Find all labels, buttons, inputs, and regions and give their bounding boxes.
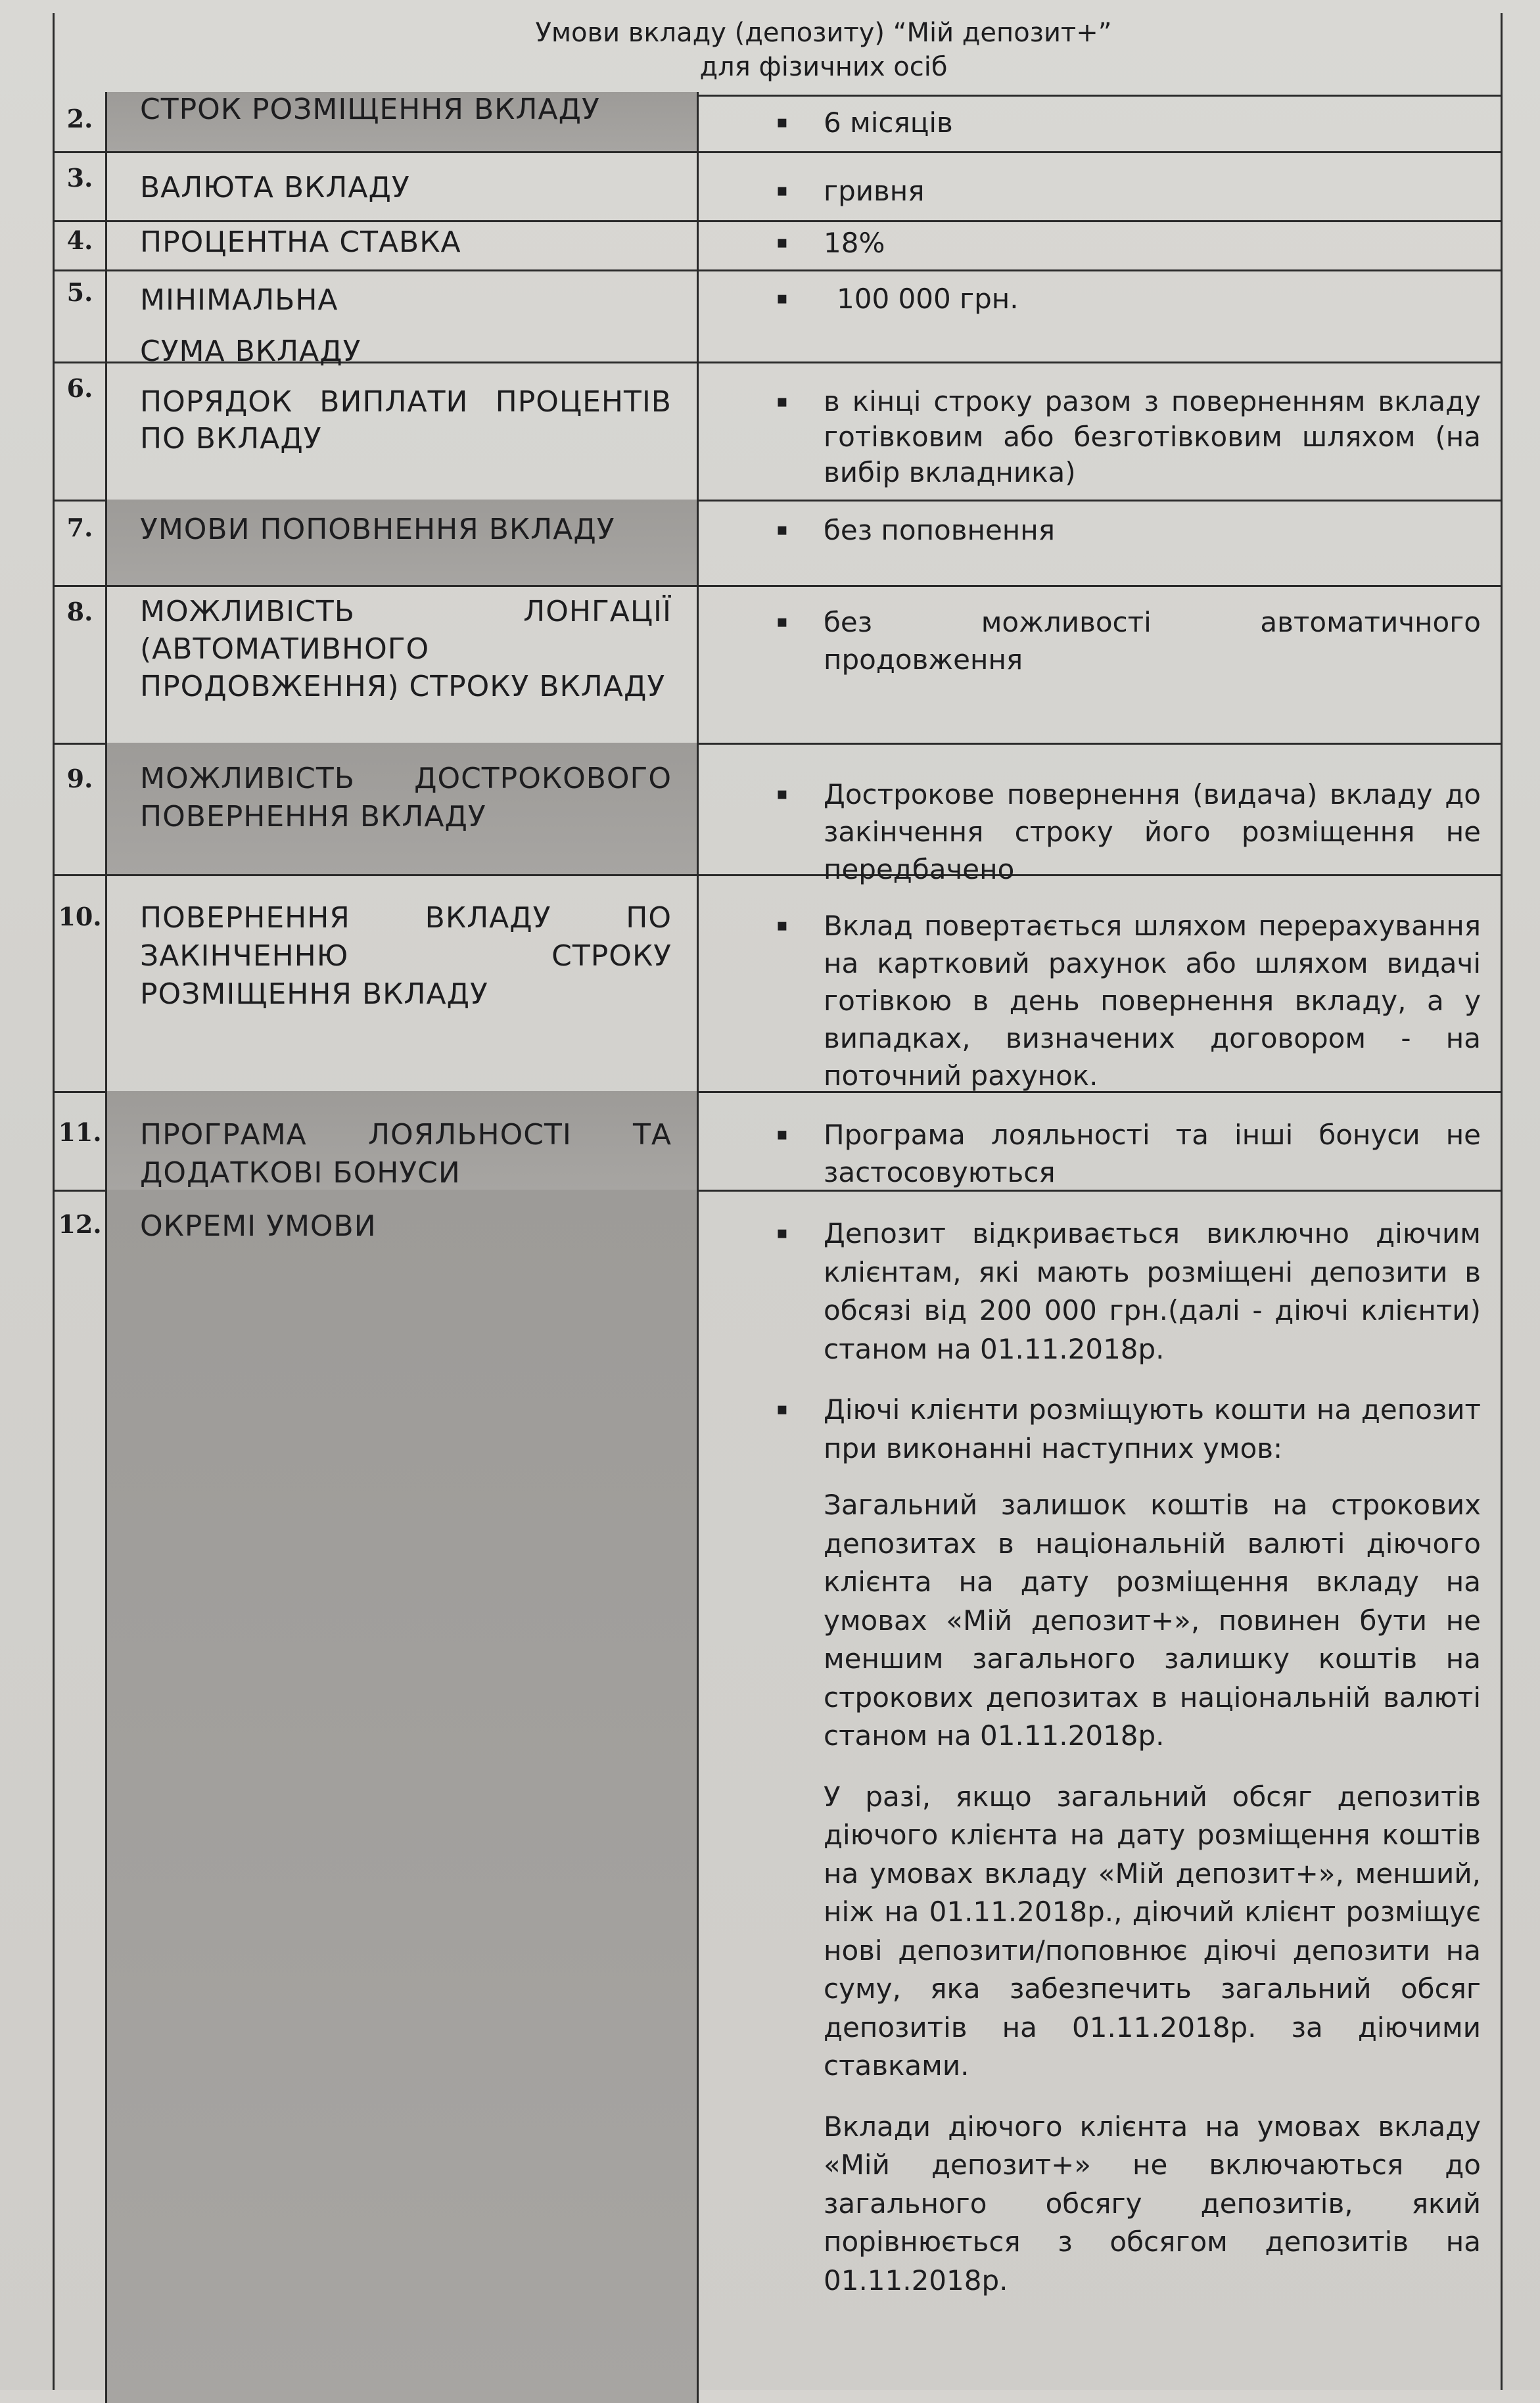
bullet-icon: ▪ (776, 612, 788, 632)
row-value (699, 1190, 1501, 2403)
row-number: 5. (55, 269, 107, 362)
row-number: 3. (55, 151, 107, 220)
bullet-icon: ▪ (776, 1223, 788, 1243)
table-row (55, 362, 1501, 502)
row-number: 4. (55, 220, 107, 269)
row-value: ▪ Програма лояльності та інші бонуси не застосовуються (699, 1091, 1501, 1190)
row-value: ▪ без можливості автоматичного продовження (699, 585, 1501, 743)
bullet-icon: ▪ (776, 784, 788, 804)
row-label: ОКРЕМІ УМОВИ (107, 1190, 699, 2403)
row-value: ▪ Дострокове повернення (видача) вкладу до закінчення строку його розміщення не передбачено (699, 743, 1501, 874)
table-row (55, 500, 1501, 587)
row-label: ПРОЦЕНТНА СТАВКА (107, 220, 699, 269)
bullet-icon: ▪ (776, 289, 788, 308)
bullet-icon: ▪ (776, 181, 788, 200)
bullet-icon: ▪ (776, 1399, 788, 1419)
row-label: ПРОГРАМА ЛОЯЛЬНОСТІ ТА ДОДАТКОВІ БОНУСИ (107, 1091, 699, 1190)
table-row (55, 1190, 1501, 2403)
table-row (55, 1091, 1501, 1192)
table-row (55, 220, 1501, 271)
caption-title: Умови вкладу (депозиту) “Мій депозит+” (535, 18, 1112, 48)
row-label: МІНІМАЛЬНА СУМА ВКЛАДУ (107, 269, 699, 362)
deposit-terms-table (53, 13, 1503, 2390)
table-row (55, 151, 1501, 222)
row-label: ВАЛЮТА ВКЛАДУ (107, 151, 699, 220)
row-label: УМОВИ ПОПОВНЕННЯ ВКЛАДУ (107, 500, 699, 585)
row-number: 11. (55, 1091, 107, 1190)
caption-subtitle: для фізичних осіб (699, 52, 948, 82)
row-number: 6. (55, 362, 107, 500)
row-value: ▪ в кінці строку разом з поверненням вкладу готівковим або безготівковим шляхом (на вибір вкладника) (776, 385, 1481, 488)
row-label: ПОРЯДОК ВИПЛАТИ ПРОЦЕНТІВ ПО ВКЛАДУ (107, 362, 699, 500)
row-label: ПОВЕРНЕННЯ ВКЛАДУ ПО ЗАКІНЧЕННЮ СТРОКУ РОЗМІЩЕННЯ ВКЛАДУ (107, 874, 699, 1091)
row-value: ▪ Вклад повертається шляхом перерахування на картковий рахунок або шляхом видачі готівкою в день повернення вкладу, а у випадках, визначених договором - на поточний рахунок. (699, 874, 1501, 1091)
list-item: ▪ Депозит відкривається виключно діючим клієнтам, які мають розміщені депозити в обсязі від 200 000 грн.(далі - діючі клієнти) станом на 01.11.2018р. (824, 1215, 1481, 1368)
list-item: ▪ Діючі клієнти розміщують кошти на депозит при виконанні наступних умов: (824, 1391, 1481, 1468)
row-number: 2. (55, 92, 107, 151)
row-label: МОЖЛИВІСТЬ ЛОНГАЦІЇ (АВТОМАТИВНОГО ПРОДОВЖЕННЯ) СТРОКУ ВКЛАДУ (107, 585, 699, 743)
row-number: 12. (55, 1190, 107, 2403)
row-number: 8. (55, 585, 107, 743)
bullet-icon: ▪ (776, 1125, 788, 1144)
bullet-icon: ▪ (776, 233, 788, 252)
table-caption (147, 13, 1501, 97)
paragraph: У разі, якщо загальний обсяг депозитів діючого клієнта на дату розміщення коштів на умовах вкладу «Мій депозит+», менший, ніж на 01.11.2018р., діючий клієнт розміщує нові депозити/поповнює діючі депозити на суму, яка забезпечить загальний обсяг депозитів на 01.11.2018р. за діючими ставками. (824, 1780, 1481, 2082)
bullet-icon: ▪ (776, 916, 788, 935)
row-label: МОЖЛИВІСТЬ ДОСТРОКОВОГО ПОВЕРНЕННЯ ВКЛАДУ (107, 743, 699, 874)
bullet-icon: ▪ (776, 392, 788, 411)
table-row (55, 92, 1501, 153)
table-row (55, 743, 1501, 885)
row-value: ▪ 100 000 грн. (699, 269, 1501, 362)
row-number: 9. (55, 743, 107, 874)
row-number: 10. (55, 874, 107, 1091)
paragraph: Загальний залишок коштів на строкових депозитах в національній валюті діючого клієнта на дату розміщення вкладу на умовах «Мій депозит+», повинен бути не меншим загального залишку коштів на строкових депозитах в національній валюті станом на 01.11.2018р. (824, 1489, 1481, 1752)
bullet-icon: ▪ (776, 112, 788, 132)
table-row (55, 585, 1501, 745)
row-number: 7. (55, 500, 107, 585)
row-value: ▪ без поповнення (699, 500, 1501, 585)
row-value: ▪ 18% (699, 220, 1501, 269)
paragraph: Вклади діючого клієнта на умовах вкладу «Мій депозит+» не включаються до загального обсягу депозитів, який порівнюється з обсягом депозитів на 01.11.2018р. (824, 2110, 1481, 2297)
table-row (55, 874, 1501, 1093)
row-value: ▪ 6 місяців (699, 92, 1501, 151)
row-value: ▪ гривня (699, 151, 1501, 220)
bullet-icon: ▪ (776, 520, 788, 540)
row-label: СТРОК РОЗМІЩЕННЯ ВКЛАДУ (107, 92, 699, 151)
table-row (55, 269, 1501, 368)
